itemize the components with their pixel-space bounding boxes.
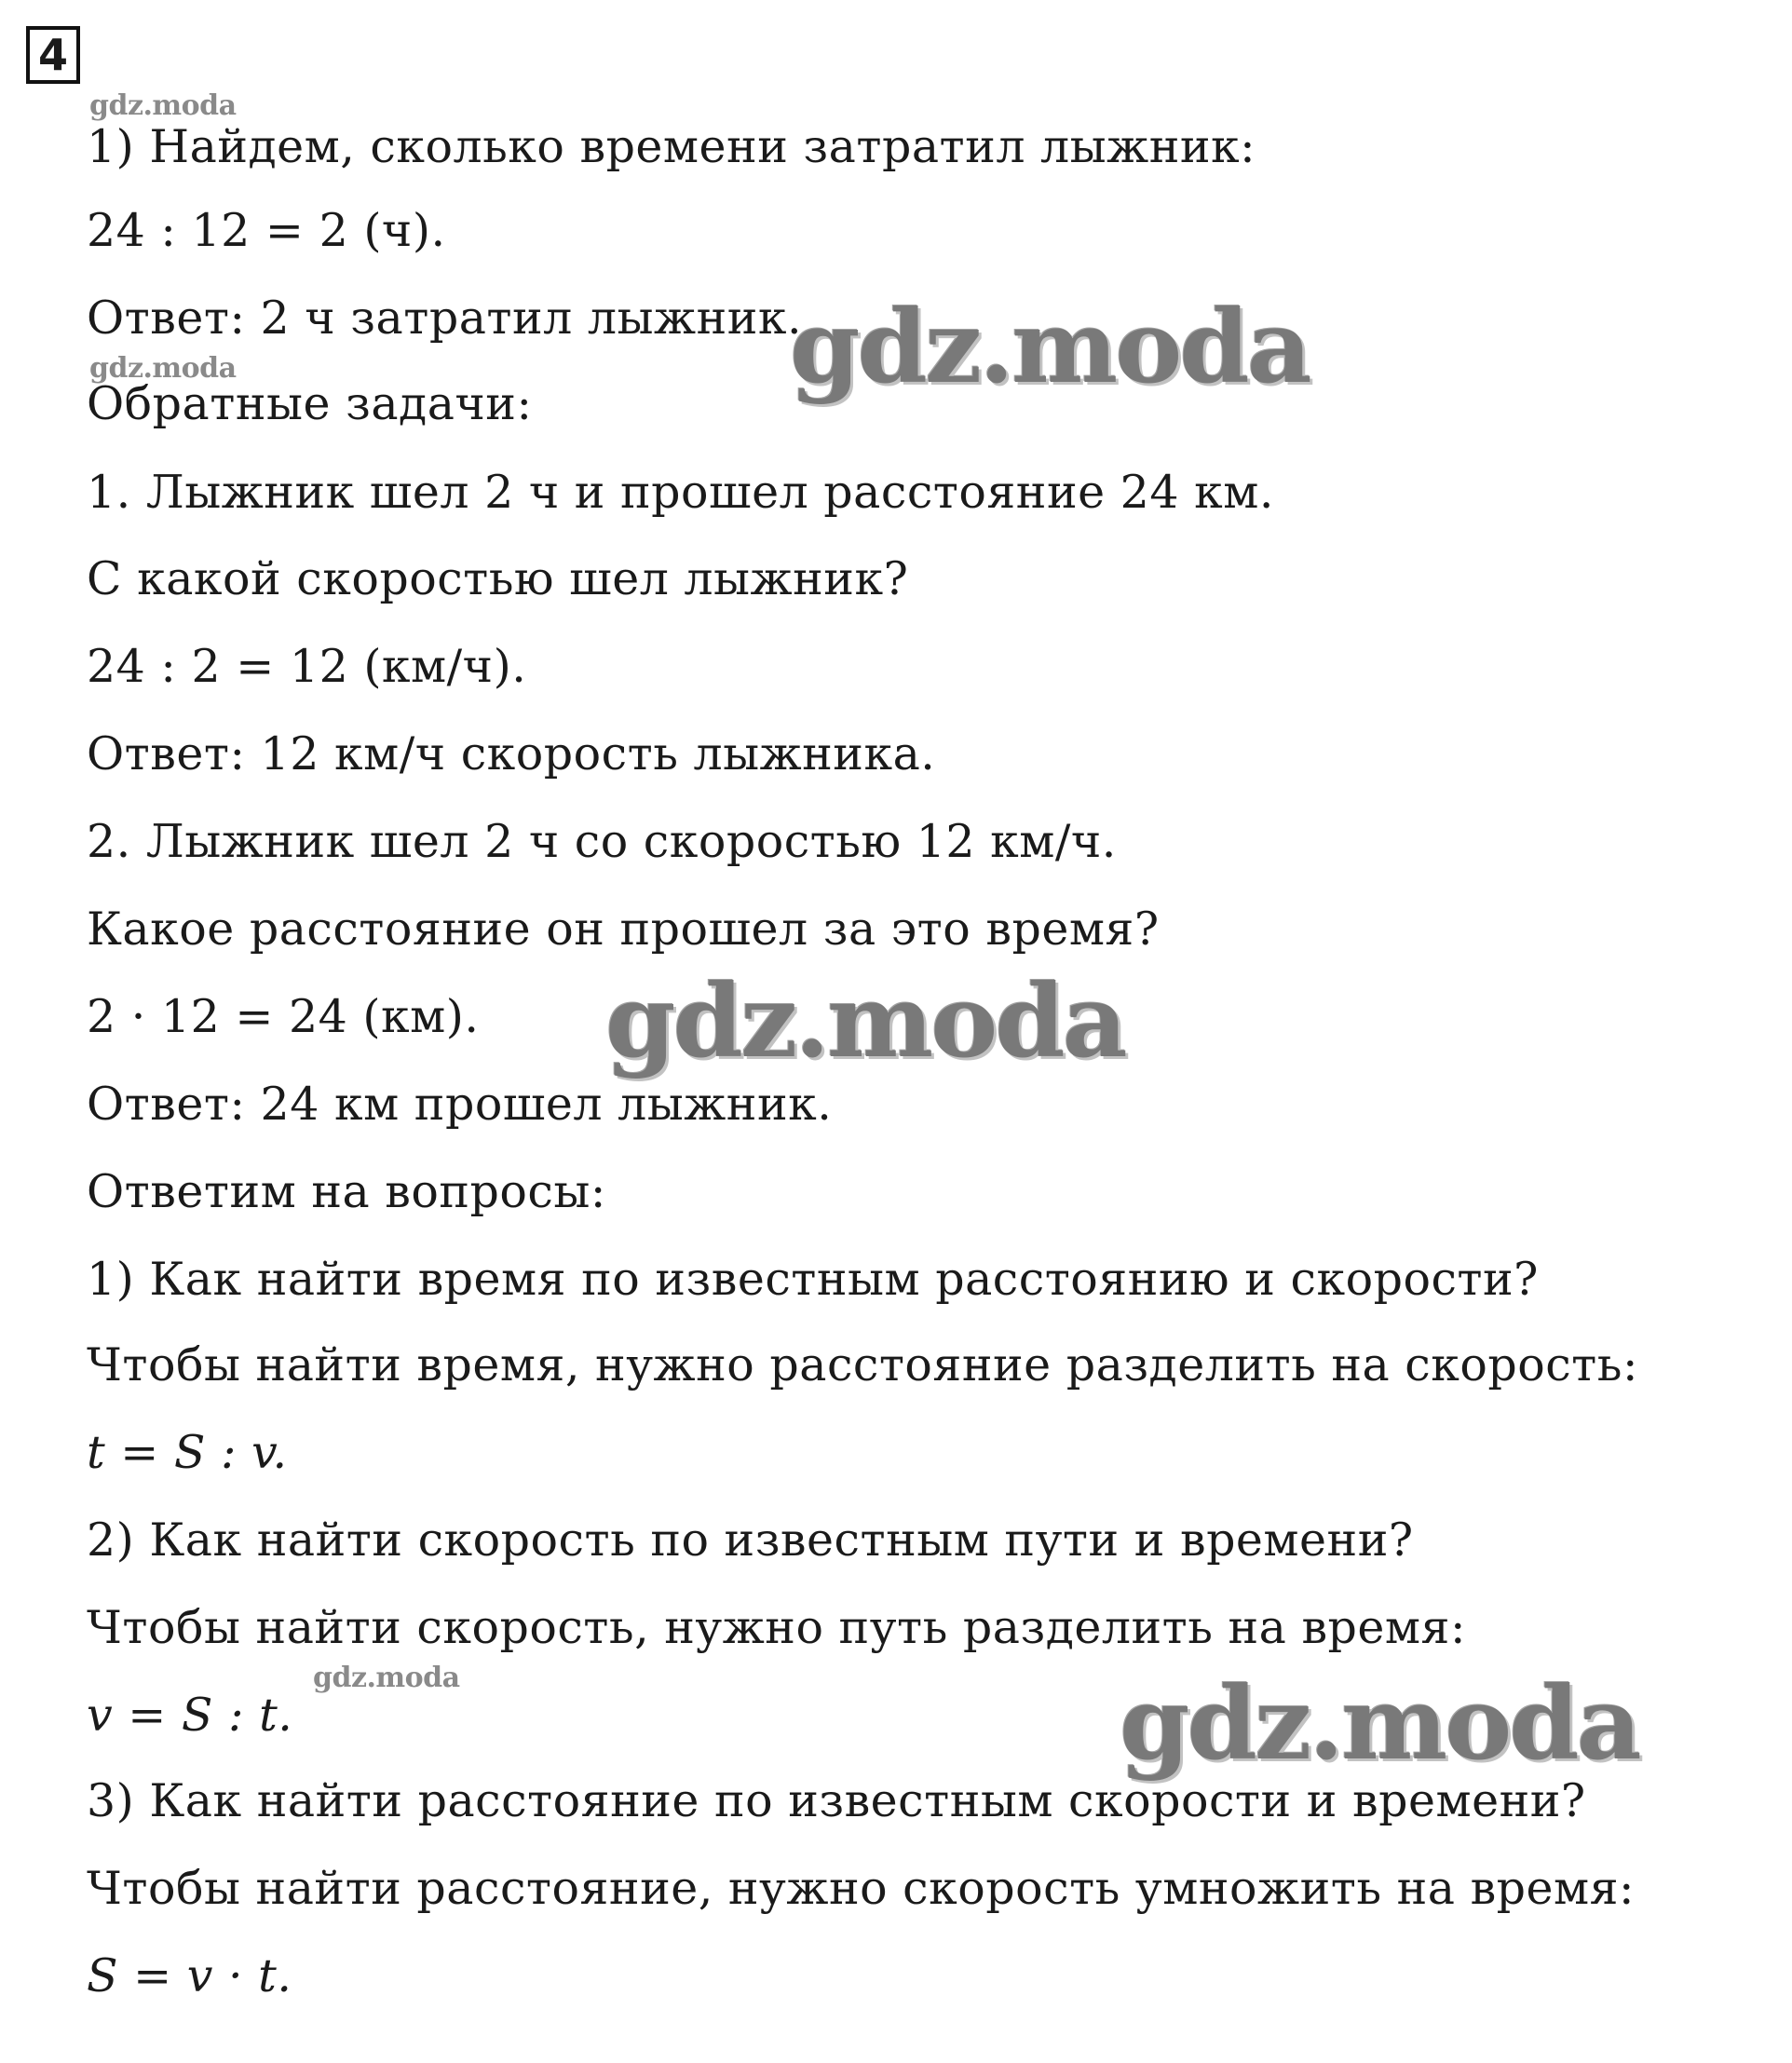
watermark-small: gdz.moda [89,89,237,122]
text-line-calc-time: 24 : 12 = 2 (ч). [87,204,446,257]
text-line-calc-speed: 24 : 2 = 12 (км/ч). [87,640,527,693]
text-line-question-2: 2) Как найти скорость по известным пути и времени? [87,1513,1414,1567]
watermark-large: gdz.moda [1120,1665,1639,1783]
watermark-small: gdz.moda [313,1662,460,1694]
formula-distance: S = v · t. [87,1949,292,2002]
text-line-inverse-2: 2. Лыжник шел 2 ч со скоростью 12 км/ч. [87,815,1117,868]
text-line-questions-heading: Ответим на вопросы: [87,1165,606,1218]
text-line-calc-distance: 2 · 12 = 24 (км). [87,990,480,1043]
text-line-question-speed: С какой скоростью шел лыжник? [87,552,909,605]
text-line-answer-2: Чтобы найти скорость, нужно путь разделить на время: [87,1601,1466,1654]
text-line-answer-3: Чтобы найти расстояние, нужно скорость умножить на время: [87,1862,1636,1915]
text-line-inverse-heading: Обратные задачи: [87,377,533,430]
formula-time: t = S : v. [87,1426,288,1479]
watermark-small: gdz.moda [89,352,237,385]
text-line-question-3: 3) Как найти расстояние по известным скорости и времени? [87,1774,1586,1827]
task-number-box: 4 [26,26,80,84]
text-line-question-1: 1) Как найти время по известным расстоянию и скорости? [87,1253,1539,1306]
text-line-answer-1: Чтобы найти время, нужно расстояние разделить на скорость: [87,1338,1638,1391]
text-line-question-distance: Какое расстояние он прошел за это время? [87,903,1160,956]
watermark-large: gdz.moda [605,963,1125,1080]
text-line-answer-distance: Ответ: 24 км прошел лыжник. [87,1078,833,1131]
text-line-inverse-1: 1. Лыжник шел 2 ч и прошел расстояние 24 км. [87,466,1274,519]
formula-speed: v = S : t. [87,1689,293,1742]
text-line-answer-speed: Ответ: 12 км/ч скорость лыжника. [87,727,936,780]
text-line-step-1: 1) Найдем, сколько времени затратил лыжник: [87,120,1256,173]
text-line-answer-time: Ответ: 2 ч затратил лыжник. [87,292,803,345]
watermark-large: gdz.moda [790,289,1310,406]
